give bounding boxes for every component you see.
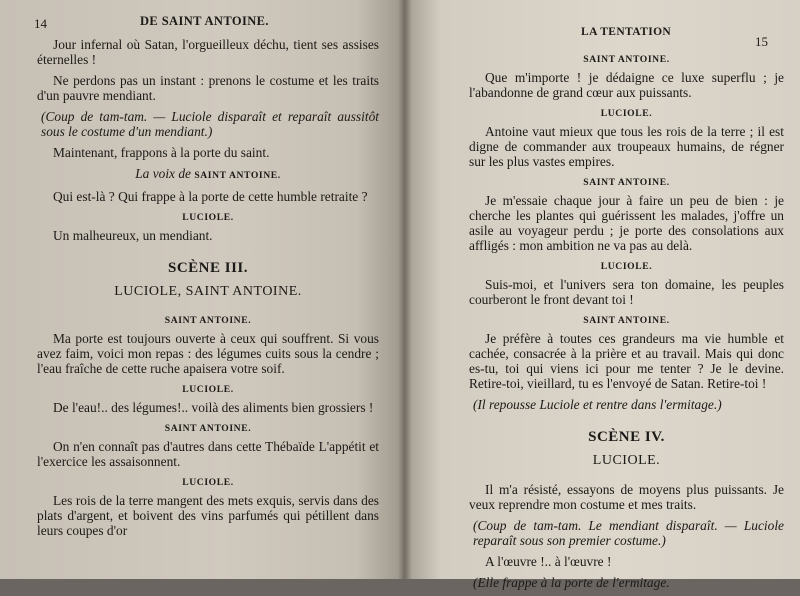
speaker-name: LUCIOLE. xyxy=(182,212,234,223)
speaker-name: LUCIOLE. xyxy=(182,384,234,395)
page-text xyxy=(469,48,784,596)
scene-heading: SCÈNE III. xyxy=(167,260,249,276)
paragraph: Qui est-là ? Qui frappe à la porte de cette humble retraite ? xyxy=(53,189,368,204)
paragraph: Antoine vaut mieux que tous les rois de la terre ; il est digne de commander aux troupeaux humains, de régner sur les plus vastes empires. xyxy=(469,124,784,169)
speaker-name: SAINT ANTOINE. xyxy=(164,423,252,434)
paragraph: Maintenant, frappons à la porte du saint. xyxy=(53,145,270,160)
speaker-name: SAINT ANTOINE. xyxy=(583,315,670,326)
stage-direction: (Elle frappe à la porte de l'ermitage. xyxy=(473,575,670,590)
stage-direction: (Coup de tam-tam. — Luciole disparaît et reparaît aussitôt sous le costume d'un mendiant.) xyxy=(41,109,379,139)
paragraph: Que m'importe ! je dédaigne ce luxe superflu ; je l'abandonne de grand cœur aux puissants. xyxy=(469,70,784,100)
paragraph: Un malheureux, un mendiant. xyxy=(53,228,213,243)
paragraph: Jour infernal où Satan, l'orgueilleux déchu, tient ses assises éternelles ! xyxy=(37,37,379,67)
speaker-name: LUCIOLE. xyxy=(600,261,653,272)
voice-cue-prefix: La voix de xyxy=(135,166,191,181)
left-page xyxy=(0,0,405,579)
speaker-name: SAINT ANTOINE. xyxy=(583,54,670,65)
page-number: 15 xyxy=(755,34,768,49)
voice-cue-speaker: SAINT ANTOINE. xyxy=(194,170,281,181)
running-head: DE SAINT ANTOINE. xyxy=(140,14,269,28)
paragraph: Ne perdons pas un instant : prenons le costume et les traits d'un pauvre mendiant. xyxy=(37,73,379,103)
paragraph: Je m'essaie chaque jour à faire un peu de bien : je cherche les plantes qui guérissent les malades, j'offre un asile au voyageur perdu ; je porte des consolations aux affligés : mon ambition ne va pas au delà. xyxy=(469,193,784,253)
speaker-name: SAINT ANTOINE. xyxy=(583,177,670,188)
voice-cue xyxy=(37,166,379,183)
paragraph: Suis-moi, et l'univers sera ton domaine, les peuples courberont le front devant toi ! xyxy=(469,277,784,307)
paragraph: Il m'a résisté, essayons de moyens plus puissants. Je veux reprendre mon costume et mes traits. xyxy=(469,482,784,512)
paragraph: Je préfère à toutes ces grandeurs ma vie humble et cachée, consacrée à la prière et au travail. Mais qui donc es-tu, toi qui viens ici pour me tenter ? Je le devine. Retire-toi, vieillard, tu es l'envoyé de Satan. Retire-toi ! xyxy=(469,331,784,391)
stage-direction: (Il repousse Luciole et rentre dans l'ermitage.) xyxy=(473,397,722,412)
paragraph: On n'en connaît pas d'autres dans cette Thébaïde L'appétit et l'exercice les assaisonnent. xyxy=(37,439,379,469)
scene-characters: LUCIOLE, SAINT ANTOINE. xyxy=(114,284,302,299)
scene-characters: LUCIOLE. xyxy=(592,453,661,468)
paragraph: Ma porte est toujours ouverte à ceux qui souffrent. Si vous avez faim, voici mon repas : des légumes cuits sous la cendre ; l'eau fraîche de cette ruche apaisera votre soif. xyxy=(37,331,379,376)
paragraph: Les rois de la terre mangent des mets exquis, servis dans des plats d'argent, et boivent des vins parfumés qui pétillent dans leurs coupes d'or xyxy=(37,493,379,538)
speaker-name: SAINT ANTOINE. xyxy=(164,315,252,326)
paragraph: A l'œuvre !.. à l'œuvre ! xyxy=(485,554,612,569)
stage-direction: (Coup de tam-tam. Le mendiant disparaît. — Luciole reparaît sous son premier costume.) xyxy=(473,518,784,548)
paragraph: De l'eau!.. des légumes!.. voilà des aliments bien grossiers ! xyxy=(53,400,374,415)
speaker-name: LUCIOLE. xyxy=(600,108,653,119)
book-gutter xyxy=(398,0,412,579)
page-text xyxy=(37,37,379,544)
scene-heading: SCÈNE IV. xyxy=(588,429,665,445)
speaker-name: LUCIOLE. xyxy=(182,477,234,488)
page-number: 14 xyxy=(34,16,47,31)
right-page xyxy=(405,0,800,590)
running-head: LA TENTATION xyxy=(581,26,672,38)
